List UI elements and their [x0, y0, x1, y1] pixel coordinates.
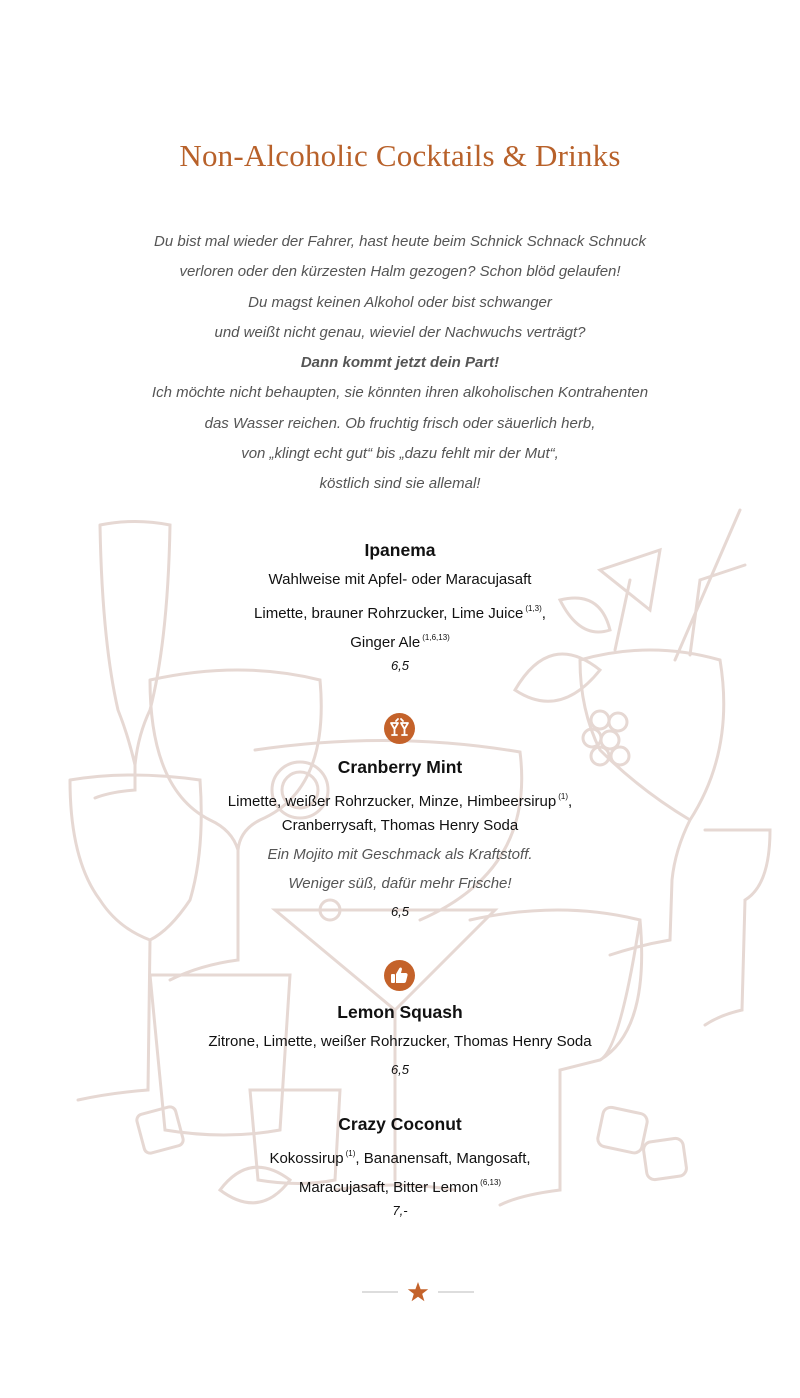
allergen-note: (1) — [558, 792, 569, 801]
drink-price: 6,5 — [390, 904, 410, 919]
drink-ipanema — [0, 535, 800, 680]
drink-ingredients — [0, 782, 800, 811]
thumbs-up-icon — [384, 960, 415, 991]
intro-line: Du bist mal wieder der Fahrer, hast heute beim Schnick Schnack Schnuck — [154, 233, 646, 250]
drink-ingredients — [0, 623, 800, 652]
drink-name: Cranberry Mint — [337, 757, 463, 777]
star-icon — [408, 1282, 428, 1301]
drink-name: Crazy Coconut — [338, 1114, 462, 1134]
drink-ingredients — [0, 1027, 800, 1056]
allergen-note: (1) — [345, 1149, 356, 1158]
drink-ingredients-text: , — [568, 793, 573, 810]
drink-crazy-coconut — [0, 1109, 800, 1225]
drink-ingredients-text: , Bananensaft, Mangosaft, — [355, 1150, 531, 1167]
drink-price: 6,5 — [390, 1062, 410, 1077]
drink-description: Ein Mojito mit Geschmack als Kraftstoff. — [267, 846, 533, 863]
star-divider — [362, 1280, 474, 1304]
drink-name: Ipanema — [364, 540, 436, 560]
drink-price: 7,- — [392, 1203, 408, 1218]
drink-lemon-squash — [0, 997, 800, 1084]
intro-line: das Wasser reichen. Ob fruchtig frisch oder säuerlich herb, — [204, 414, 596, 432]
drink-ingredients-text: Maracujasaft, Bitter Lemon — [298, 1179, 479, 1196]
intro-highlight: Dann kommt jetzt dein Part! — [300, 354, 500, 372]
drink-ingredients — [0, 1168, 800, 1197]
drink-description: Weniger süß, dafür mehr Frische! — [288, 875, 512, 892]
drink-ingredients-text: , — [541, 605, 546, 622]
page-title: Non-Alcoholic Cocktails & Drinks — [179, 138, 621, 173]
drink-ingredients-text: Limette, brauner Rohrzucker, Lime Juice — [254, 605, 524, 622]
drink-cranberry-mint — [0, 752, 800, 926]
intro-line: Ich möchte nicht behaupten, sie könnten ihren alkoholischen Kontrahenten — [151, 384, 649, 402]
intro-line: verloren oder den kürzesten Halm gezogen? Schon blöd gelaufen! — [179, 263, 621, 281]
drink-price: 6,5 — [390, 658, 410, 673]
allergen-note: (1,3) — [525, 604, 542, 613]
allergen-note: (1,6,13) — [422, 633, 450, 642]
intro-line: von „klingt echt gut“ bis „dazu fehlt mir der Mut“, — [241, 445, 559, 463]
drink-ingredients-text: Cranberrysaft, Thomas Henry Soda — [281, 817, 519, 834]
drink-ingredients-text: Wahlweise mit Apfel- oder Maracujasaft — [268, 571, 532, 588]
drink-name: Lemon Squash — [337, 1002, 463, 1022]
intro-line: köstlich sind sie allemal! — [319, 475, 481, 493]
allergen-note: (6,13) — [480, 1178, 502, 1187]
drink-ingredients-text: Limette, weißer Rohrzucker, Minze, Himbeersirup — [227, 793, 557, 810]
cocktail-glasses-icon — [384, 713, 415, 744]
drink-ingredients-text: Zitrone, Limette, weißer Rohrzucker, Thomas Henry Soda — [208, 1033, 592, 1050]
drink-ingredients-text: Ginger Ale — [350, 634, 421, 651]
drink-ingredients — [0, 594, 800, 623]
drink-ingredients — [0, 811, 800, 840]
intro-text — [0, 227, 800, 500]
drink-ingredients — [0, 1139, 800, 1168]
drink-ingredients-text: Kokossirup — [269, 1150, 344, 1167]
intro-line: Du magst keinen Alkohol oder bist schwanger — [248, 293, 552, 311]
intro-line: und weißt nicht genau, wieviel der Nachwuchs verträgt? — [214, 323, 586, 341]
drink-ingredients — [0, 565, 800, 594]
